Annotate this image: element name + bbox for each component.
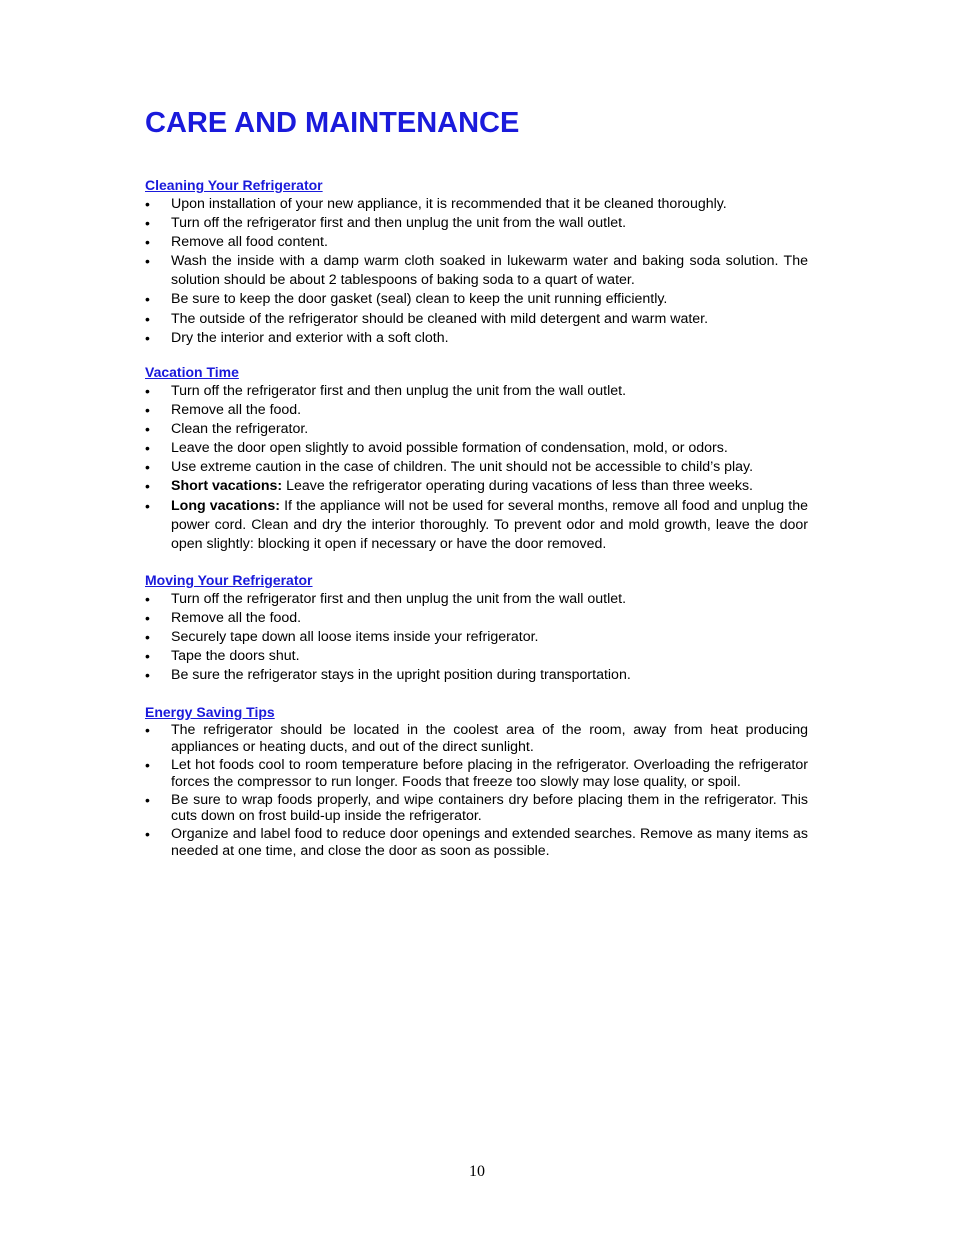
list-item: • Remove all the food. bbox=[145, 609, 808, 628]
section-heading-vacation: Vacation Time bbox=[145, 364, 239, 380]
list-item: • Tape the doors shut. bbox=[145, 647, 808, 666]
section-cleaning bbox=[145, 176, 808, 348]
cleaning-list bbox=[145, 195, 808, 348]
list-item-short-vacations bbox=[145, 477, 808, 496]
section-moving bbox=[145, 571, 808, 685]
section-energy bbox=[145, 703, 808, 861]
list-item: • Remove all the food. bbox=[145, 401, 808, 420]
list-item: • Be sure to keep the door gasket (seal) clean to keep the unit running efficiently. bbox=[145, 290, 808, 309]
list-item: • Let hot foods cool to room temperature before placing in the refrigerator. Overloading the refrigerator forces the compressor to run longer. Foods that freeze too slowly may lose quality, or spoil. bbox=[145, 757, 808, 791]
list-item: • Dry the interior and exterior with a soft cloth. bbox=[145, 329, 808, 348]
section-heading-moving: Moving Your Refrigerator bbox=[145, 572, 313, 588]
short-vacations-text: Leave the refrigerator operating during vacations of less than three weeks. bbox=[282, 478, 753, 495]
list-item: • The outside of the refrigerator should be cleaned with mild detergent and warm water. bbox=[145, 310, 808, 329]
list-item: • Turn off the refrigerator first and then unplug the unit from the wall outlet. bbox=[145, 590, 808, 609]
list-item: • Organize and label food to reduce door openings and extended searches. Remove as many items as needed at one time, and close the door as soon as possible. bbox=[145, 826, 808, 860]
list-item: • Turn off the refrigerator first and then unplug the unit from the wall outlet. bbox=[145, 214, 808, 233]
long-vacations-text: If the appliance will not be used for several months, remove all food and unplug the power cord. Clean and dry the interior thoroughly. To prevent odor and mold growth, leave the door open slightly: blocking it open if necessary or have the door removed. bbox=[171, 497, 808, 552]
section-heading-cleaning: Cleaning Your Refrigerator bbox=[145, 177, 323, 193]
page-number: 10 bbox=[469, 1163, 485, 1180]
section-heading-energy: Energy Saving Tips bbox=[145, 704, 275, 720]
section-vacation bbox=[145, 363, 808, 554]
list-item: • Securely tape down all loose items inside your refrigerator. bbox=[145, 628, 808, 647]
vacation-list bbox=[145, 382, 808, 554]
list-item: • Wash the inside with a damp warm cloth soaked in lukewarm water and baking soda solution. The solution should be about 2 tablespoons of baking soda to a quart of water. bbox=[145, 252, 808, 290]
list-item: • Upon installation of your new appliance, it is recommended that it be cleaned thoroughly. bbox=[145, 195, 808, 214]
list-item: • Turn off the refrigerator first and then unplug the unit from the wall outlet. bbox=[145, 382, 808, 401]
list-item: • The refrigerator should be located in the coolest area of the room, away from heat producing appliances or heating ducts, and out of the direct sunlight. bbox=[145, 722, 808, 756]
list-item: • Leave the door open slightly to avoid possible formation of condensation, mold, or odors. bbox=[145, 439, 808, 458]
list-item: • Be sure the refrigerator stays in the upright position during transportation. bbox=[145, 666, 808, 685]
page-title: CARE AND MAINTENANCE bbox=[145, 107, 520, 139]
short-vacations-label: Short vacations: bbox=[171, 478, 283, 495]
long-vacations-label: Long vacations: bbox=[171, 497, 280, 514]
list-item: • Use extreme caution in the case of children. The unit should not be accessible to child’s play. bbox=[145, 458, 808, 477]
energy-list bbox=[145, 722, 808, 860]
list-item: • Clean the refrigerator. bbox=[145, 420, 808, 439]
list-item: • Remove all food content. bbox=[145, 233, 808, 252]
moving-list bbox=[145, 590, 808, 685]
list-item-long-vacations bbox=[145, 497, 808, 554]
list-item: • Be sure to wrap foods properly, and wipe containers dry before placing them in the refrigerator. This cuts down on frost build-up inside the refrigerator. bbox=[145, 792, 808, 826]
